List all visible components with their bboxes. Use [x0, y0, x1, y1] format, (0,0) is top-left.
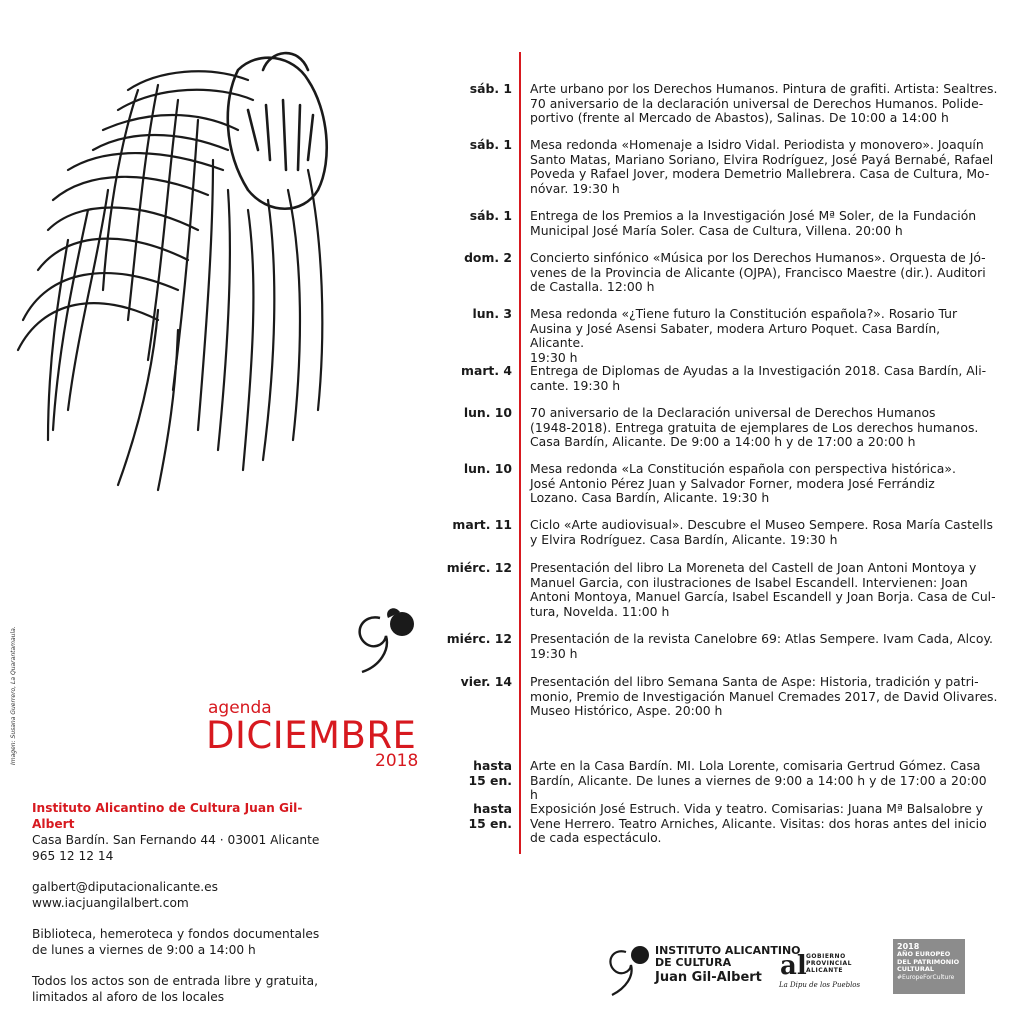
library-hours-1: Biblioteca, hemeroteca y fondos documentales	[32, 927, 320, 941]
event-description: Presentación del libro Semana Santa de Aspe: Historia, tradición y patri- monio, Premio de Investigación Manuel Cremades 2017, de David Olivares. Museo Histórico, Aspe. 20:00 h	[530, 674, 998, 718]
event-date: sáb. 1	[469, 137, 512, 152]
event-description: Presentación de la revista Canelobre 69: Atlas Sempere. Ivam Cada, Alcoy. 19:30 h	[530, 631, 993, 661]
event-date: dom. 2	[464, 250, 512, 265]
event-date: sáb. 1	[469, 208, 512, 223]
event-date: mart. 4	[461, 363, 512, 378]
event-description: Arte en la Casa Bardín. MI. Lola Lorente, comisaria Gertrud Gómez. Casa Bardín, Alicante. De lunes a viernes de 9:00 a 14:00 h y de 17:00 a 20:00 h	[530, 758, 987, 802]
event-date: hasta 15 en.	[468, 758, 512, 788]
institute-email[interactable]: galbert@diputacionalicante.es	[32, 880, 219, 894]
event-description: Ciclo «Arte audiovisual». Descubre el Museo Sempere. Rosa María Castells y Elvira Rodríguez. Casa Bardín, Alicante. 19:30 h	[530, 517, 993, 547]
contact-block	[32, 800, 332, 1005]
dipu-logo-text: GOBIERNO PROVINCIAL ALICANTE	[806, 953, 852, 974]
institute-web[interactable]: www.iacjuangilalbert.com	[32, 896, 189, 910]
event-description: Concierto sinfónico «Música por los Derechos Humanos». Orquesta de Jó- venes de la Provincia de Alicante (OJPA), Francisco Maestre (dir.). Auditori de Castalla. 12:00 h	[530, 250, 986, 294]
event-date: sáb. 1	[469, 81, 512, 96]
free-entry-1: Todos los actos son de entrada libre y gratuita,	[32, 974, 318, 988]
iac-logo-mark	[350, 602, 422, 674]
library-hours-2: de lunes a viernes de 9:00 a 14:00 h	[32, 943, 256, 957]
dipu-motto: La Dipu de los Pueblos	[779, 981, 861, 989]
event-date: hasta 15 en.	[468, 801, 512, 831]
eu-heritage-badge: 2018 AÑO EUROPEO DEL PATRIMONIO CULTURAL #EuropeForCulture	[893, 939, 965, 994]
event-description: Mesa redonda «La Constitución española con perspectiva histórica». José Antonio Pérez Juan y Salvador Forner, modera José Ferrándiz Lozano. Casa Bardín, Alicante. 19:30 h	[530, 461, 956, 505]
creature-illustration	[8, 30, 338, 500]
event-date: lun. 10	[463, 405, 512, 420]
agenda-label: agenda	[208, 698, 272, 718]
month-title: DICIEMBRE	[206, 714, 417, 757]
image-credit-text: Imagen: Susana Guerrero, La Quarantamaula.	[10, 626, 17, 765]
event-description: Exposición José Estruch. Vida y teatro. Comisarias: Juana Mª Balsalobre y Vene Herrero. Teatro Arniches, Alicante. Visitas: dos horas antes del inicio de cada espectáculo.	[530, 801, 987, 845]
institute-name: Instituto Alicantino de Cultura Juan Gil-Albert	[32, 801, 303, 831]
svg-text:al: al	[780, 951, 807, 978]
event-date: mart. 11	[452, 517, 512, 532]
iac-footer-logo: INSTITUTO ALICANTINO DE CULTURA Juan Gil-Albert	[655, 944, 801, 985]
event-date: vier. 14	[460, 674, 512, 689]
event-description: Arte urbano por los Derechos Humanos. Pintura de grafiti. Artista: Sealtres. 70 aniversario de la declaración universal de Derechos Humanos. Polide- portivo (frente al Mercado de Abastos), Salinas. De 10:00 a 14:00 h	[530, 81, 998, 125]
year-label: 2018	[375, 751, 419, 771]
event-description: Mesa redonda «Homenaje a Isidro Vidal. Periodista y monovero». Joaquín Santo Matas, Mariano Soriano, Elvira Rodríguez, José Payá Bernabé, Rafael Poveda y Rafael Jover, modera Demetrio Mallebrera. Casa de Cultura, Mo- nóvar. 19:30 h	[530, 137, 994, 196]
free-entry-2: limitados al aforo de los locales	[32, 990, 225, 1004]
institute-address: Casa Bardín. San Fernando 44 · 03001 Alicante	[32, 833, 320, 847]
event-description: 70 aniversario de la Declaración universal de Derechos Humanos (1948-2018). Entrega gratuita de ejemplares de Los derechos humanos. Casa Bardín, Alicante. De 9:00 a 14:00 h y de 17:00 a 20:00 h	[530, 405, 979, 449]
event-description: Entrega de los Premios a la Investigación José Mª Soler, de la Fundación Municipal José María Soler. Casa de Cultura, Villena. 20:00 h	[530, 208, 977, 238]
event-date: lun. 10	[463, 461, 512, 476]
agenda-divider	[519, 52, 521, 854]
event-date: lun. 3	[472, 306, 512, 321]
dipu-logo-icon	[778, 948, 808, 978]
institute-phone: 965 12 12 14	[32, 849, 114, 863]
event-date: miérc. 12	[446, 631, 512, 646]
event-description: Entrega de Diplomas de Ayudas a la Investigación 2018. Casa Bardín, Ali- cante. 19:30 h	[530, 363, 987, 393]
event-description: Presentación del libro La Moreneta del Castell de Joan Antoni Montoya y Manuel Garcia, con ilustraciones de Isabel Escandell. Intervienen: Joan Antoni Montoya, Manuel García, Isabel Escandell y Joan Borja. Casa de Cul- tura, Novelda. 11:00 h	[530, 560, 996, 619]
event-date: miérc. 12	[446, 560, 512, 575]
iac-footer-logo-icon	[604, 940, 654, 998]
event-description: Mesa redonda «¿Tiene futuro la Constitución española?». Rosario Tur Ausina y José Asensi Sabater, modera Arturo Poquet. Casa Bardín, Alicante. 19:30 h	[530, 306, 958, 365]
image-credit	[10, 605, 22, 765]
